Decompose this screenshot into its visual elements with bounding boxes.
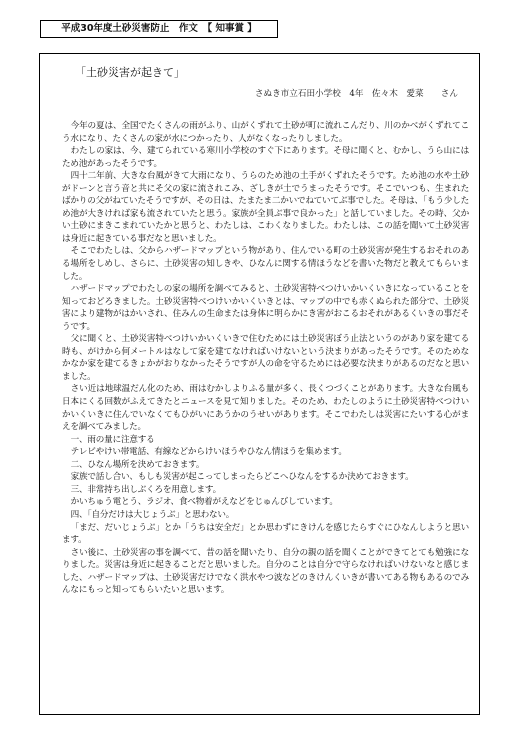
essay-paragraph: 四十二年前、大きな台風がきて大雨になり、うらのため池の土手がくずれたそうです。ため池の水や土砂がドーンと言う音と共にそ父の家に流されこみ、ざしきが土でうまったそうです。そこでいつも、生まれたばかりの父がねていたそうですが、その日は、たまたま二かいでねていてぶ事でした。そ母は、「もう少しため池が大きければ家も流されていたと思う。家族が全員ぶ事で良かった」と話していました。その時、父かい土砂にまきこまれていたかと思うと、わたしは、こわくなりました。わたしは、この話を聞いて土砂災害は身近に起きている事だなと思いました。 bbox=[62, 171, 469, 244]
award-header bbox=[40, 20, 278, 38]
essay-paragraph: 三、非常持ち出しぶくろを用意します。 bbox=[70, 484, 221, 495]
essay-paragraph: さい後に、土砂災害の事を調べて、昔の話を聞いたり、自分の親の話を聞くことができてとても勉強になりました。災害は身近に起きることだと思いました。自分のことは自分で守らなければいけないなと感じました、ハザードマップは、土砂災害だけでなく洪水やつ波などのきけんくいきが書いてある物もあるのでみんなにもっと知ってもらいたいと思います。 bbox=[62, 547, 469, 596]
essay-body bbox=[62, 120, 469, 597]
essay-paragraph: テレビやけい帯電話、有線などからけいほうやひなん情ほうを集めます。 bbox=[70, 447, 347, 458]
essay-paragraph: ハザードマップでわたしの家の場所を調べてみると、土砂災害特べつけいかいくいきになっていることを知っておどろきました。土砂災害特べつけいかいくいきとは、マップの中でも赤くぬられた部分で、土砂災害により建物がはかいされ、住みんの生命または身体に明らかにき害がおこるおそれがあるくいきの事だそうです。 bbox=[62, 284, 469, 332]
essay-paragraph: さい近は地球温だん化のため、雨はむかしよりふる量が多く、長くつづくことがあります。大きな台風も日本にくる回数がふえてきたとニュースを見て知りました。そのため、わたしのように土砂災害特べつけいかいくいきに住んでいなくてもひがいにあうかのうせいがあります。そこでわたしは災害にたいする心がまえを調べてみました。 bbox=[62, 384, 469, 433]
essay-paragraph: 今年の夏は、全国でたくさんの雨がふり、山がくずれて土砂が町に流れこんだり、川のかべがくずれてこう水になり、たくさんの家が水につかったり、人がなくなったりしました。 bbox=[62, 121, 469, 144]
essay-paragraph: 一、雨の量に注意する bbox=[70, 434, 155, 445]
essay-paragraph: そこでわたしは、父からハザードマップという物があり、住んでいる町の土砂災害が発生するおそれのある場所をしめし、さらに、土砂災害の知しきや、ひなんに関する情ほうなどを書いた物だと教えてもらいました。 bbox=[62, 246, 469, 282]
essay-paragraph: 四、「自分だけは大じょうぶ」と思わない。 bbox=[70, 509, 235, 520]
essay-paragraph: 父に聞くと、土砂災害特べつけいかいくいきで住むためには土砂災害ぼう止法というのがあり家を建てる時も、がけから何メートルはなして家を建てなければいけないという決まりがあったそうです。そのためなかなか家を建てるきょかがおりなかったそうですが人の命を守るためには必要な決まりがあるのだなと思いました。 bbox=[62, 334, 469, 382]
award-header-label: 平成30年度土砂災害防止 作文 【 知事賞 】 bbox=[61, 23, 257, 34]
essay-title: 「土砂災害が起きて」 bbox=[75, 66, 185, 79]
essay-paragraph: 家族で話し合い、もしも災害が起こってしまったらどこへひなんをするか決めておきます。 bbox=[70, 472, 414, 483]
essay-paragraph: わたしの家は、今、建てられている寒川小学校のすぐ下にあります。そ母に聞くと、むかし、うら山にはため池があったそうです。 bbox=[62, 146, 469, 169]
essay-paragraph: かいちゅう電とう、ラジオ、食べ物着がえなどをじゅんびしています。 bbox=[70, 497, 338, 508]
essay-author: さぬき市立石田小学校 4年 佐々木 愛菜 さん bbox=[254, 89, 458, 99]
essay-paragraph: 二、ひなん場所を決めておきます。 bbox=[70, 459, 205, 470]
essay-paragraph: 「まだ、だいじょうぶ」とか「うちは安全だ」とか思わずにきけんを感じたらすぐにひなんしようと思います。 bbox=[62, 522, 469, 546]
